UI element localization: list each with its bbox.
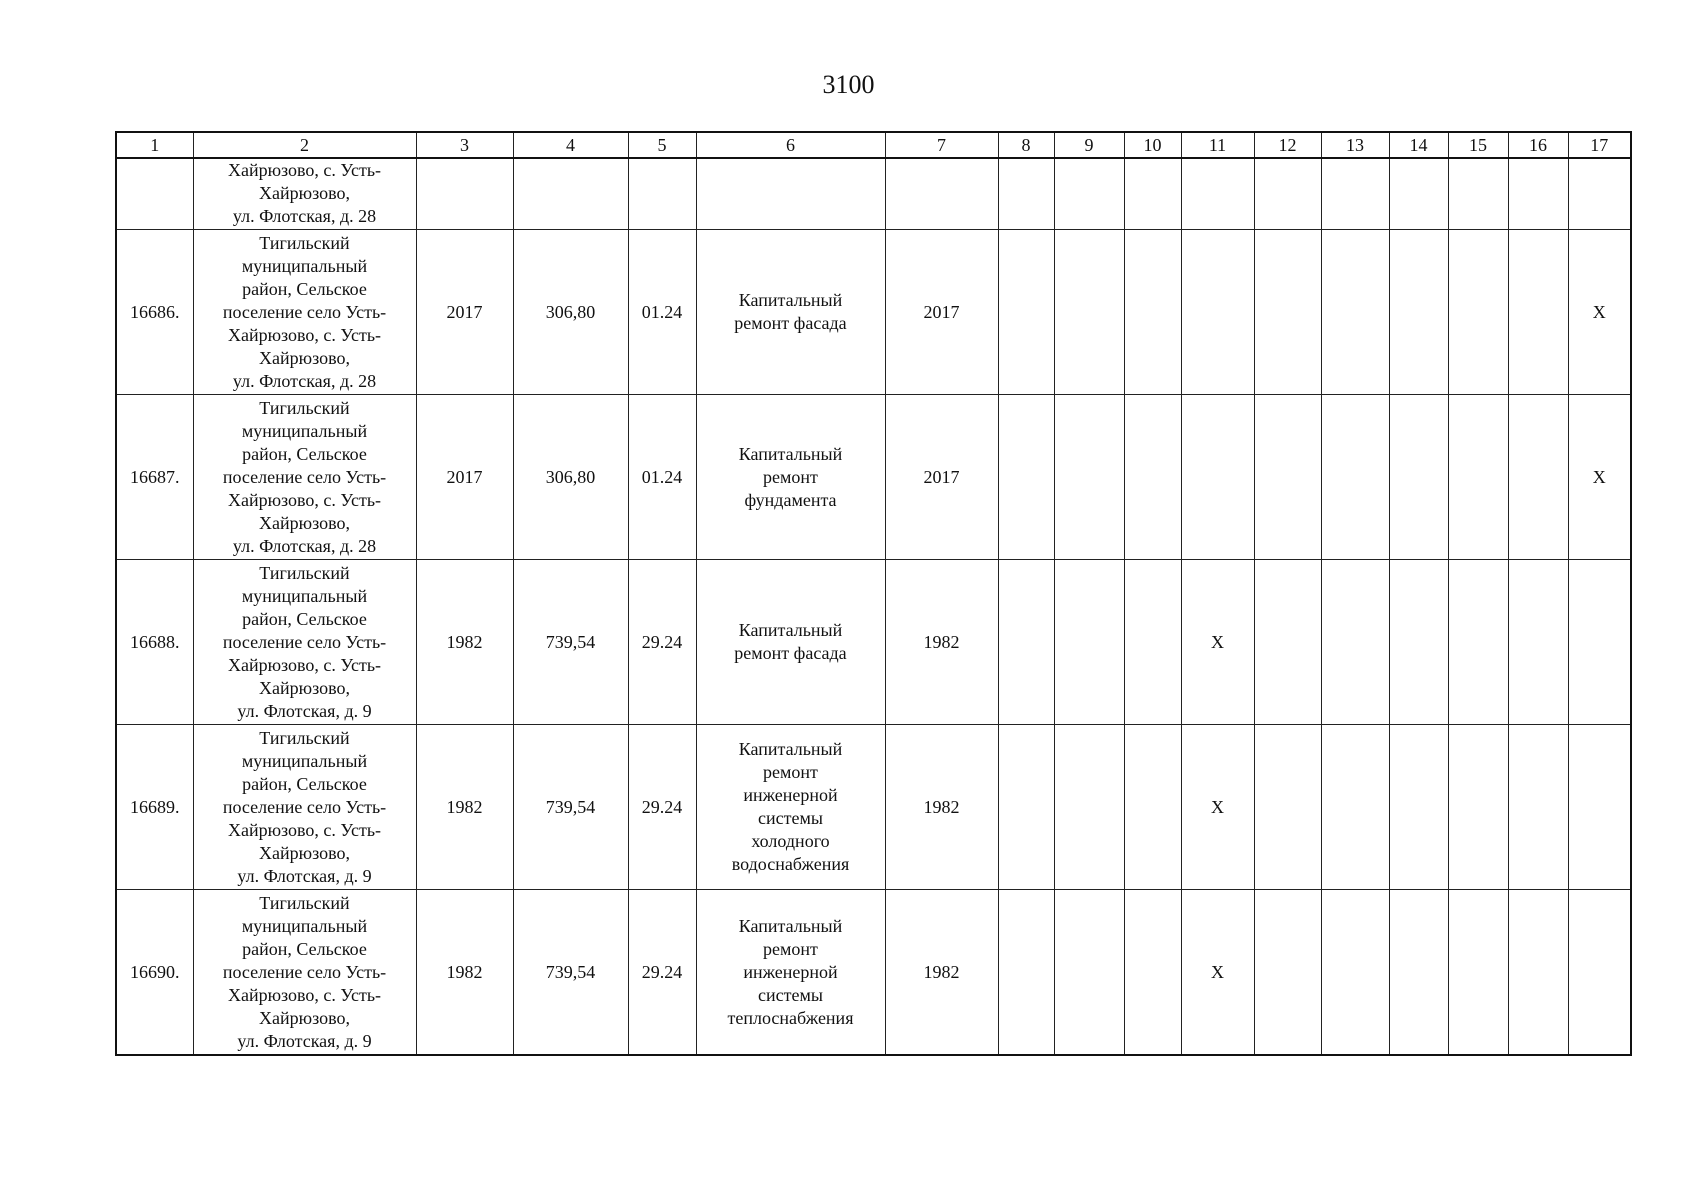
table-row-continuation <box>116 158 1631 230</box>
column-header: 11 <box>1181 132 1254 158</box>
cell-c11 <box>1181 158 1254 230</box>
cell-num: 16687. <box>116 395 193 560</box>
column-header: 12 <box>1254 132 1321 158</box>
cell-c14 <box>1389 230 1448 395</box>
cell-c15 <box>1448 725 1508 890</box>
cell-c14 <box>1389 890 1448 1056</box>
cell-address: Тигильский муниципальный район, Сельское поселение село Усть- Хайрюзово, с. Усть- Хайрюзово, ул. Флотская, д. 9 <box>193 725 416 890</box>
cell-num: 16686. <box>116 230 193 395</box>
cell-work: Капитальный ремонт фасада <box>696 230 885 395</box>
cell-c14 <box>1389 158 1448 230</box>
column-header: 2 <box>193 132 416 158</box>
repair-schedule-table <box>115 131 1632 1056</box>
cell-c8 <box>998 158 1054 230</box>
cell-area: 306,80 <box>513 395 628 560</box>
column-header: 8 <box>998 132 1054 158</box>
cell-area <box>513 158 628 230</box>
cell-c11: Х <box>1181 560 1254 725</box>
cell-num: 16689. <box>116 725 193 890</box>
cell-c12 <box>1254 230 1321 395</box>
cell-year: 2017 <box>416 395 513 560</box>
cell-c9 <box>1054 725 1124 890</box>
cell-c14 <box>1389 725 1448 890</box>
cell-c9 <box>1054 560 1124 725</box>
cell-c11 <box>1181 395 1254 560</box>
table-row <box>116 395 1631 560</box>
cell-c13 <box>1321 560 1389 725</box>
cell-work: Капитальный ремонт фасада <box>696 560 885 725</box>
cell-work: Капитальный ремонт инженерной системы теплоснабжения <box>696 890 885 1056</box>
cell-work: Капитальный ремонт фундамента <box>696 395 885 560</box>
cell-c10 <box>1124 890 1181 1056</box>
cell-c15 <box>1448 560 1508 725</box>
cell-c16 <box>1508 230 1568 395</box>
column-header: 14 <box>1389 132 1448 158</box>
cell-c9 <box>1054 395 1124 560</box>
cell-area: 739,54 <box>513 725 628 890</box>
cell-code: 29.24 <box>628 725 696 890</box>
cell-c14 <box>1389 560 1448 725</box>
cell-c16 <box>1508 725 1568 890</box>
cell-c15 <box>1448 890 1508 1056</box>
cell-c17 <box>1568 560 1631 725</box>
cell-c13 <box>1321 230 1389 395</box>
cell-code: 29.24 <box>628 890 696 1056</box>
cell-code <box>628 158 696 230</box>
table-row <box>116 560 1631 725</box>
cell-c8 <box>998 890 1054 1056</box>
cell-work <box>696 158 885 230</box>
column-header: 3 <box>416 132 513 158</box>
column-header: 15 <box>1448 132 1508 158</box>
cell-c17 <box>1568 725 1631 890</box>
cell-year2: 1982 <box>885 560 998 725</box>
column-header: 16 <box>1508 132 1568 158</box>
cell-c13 <box>1321 725 1389 890</box>
cell-c9 <box>1054 158 1124 230</box>
column-header: 1 <box>116 132 193 158</box>
cell-year2: 1982 <box>885 725 998 890</box>
column-header: 7 <box>885 132 998 158</box>
cell-area: 739,54 <box>513 560 628 725</box>
cell-c12 <box>1254 395 1321 560</box>
cell-c14 <box>1389 395 1448 560</box>
cell-c9 <box>1054 890 1124 1056</box>
cell-c10 <box>1124 230 1181 395</box>
cell-c15 <box>1448 230 1508 395</box>
column-header: 6 <box>696 132 885 158</box>
cell-c17: Х <box>1568 230 1631 395</box>
cell-code: 29.24 <box>628 560 696 725</box>
table-header-row <box>116 132 1631 158</box>
cell-c10 <box>1124 395 1181 560</box>
cell-c13 <box>1321 890 1389 1056</box>
cell-c12 <box>1254 158 1321 230</box>
page-number: 3100 <box>822 70 875 99</box>
cell-c8 <box>998 395 1054 560</box>
cell-num <box>116 158 193 230</box>
cell-c12 <box>1254 890 1321 1056</box>
column-header: 17 <box>1568 132 1631 158</box>
cell-num: 16690. <box>116 890 193 1056</box>
cell-c9 <box>1054 230 1124 395</box>
cell-code: 01.24 <box>628 230 696 395</box>
cell-address: Тигильский муниципальный район, Сельское поселение село Усть- Хайрюзово, с. Усть- Хайрюзово, ул. Флотская, д. 9 <box>193 890 416 1056</box>
cell-num: 16688. <box>116 560 193 725</box>
table-row <box>116 890 1631 1056</box>
cell-c13 <box>1321 395 1389 560</box>
column-header: 4 <box>513 132 628 158</box>
cell-year2: 2017 <box>885 395 998 560</box>
column-header: 13 <box>1321 132 1389 158</box>
column-header: 5 <box>628 132 696 158</box>
cell-c10 <box>1124 158 1181 230</box>
cell-c17 <box>1568 890 1631 1056</box>
cell-address: Тигильский муниципальный район, Сельское поселение село Усть- Хайрюзово, с. Усть- Хайрюзово, ул. Флотская, д. 28 <box>193 230 416 395</box>
cell-address: Тигильский муниципальный район, Сельское поселение село Усть- Хайрюзово, с. Усть- Хайрюзово, ул. Флотская, д. 28 <box>193 395 416 560</box>
cell-year2: 2017 <box>885 230 998 395</box>
cell-c15 <box>1448 395 1508 560</box>
cell-address: Тигильский муниципальный район, Сельское поселение село Усть- Хайрюзово, с. Усть- Хайрюзово, ул. Флотская, д. 9 <box>193 560 416 725</box>
column-header: 9 <box>1054 132 1124 158</box>
cell-c11: Х <box>1181 890 1254 1056</box>
cell-c16 <box>1508 158 1568 230</box>
cell-c8 <box>998 230 1054 395</box>
cell-c11: Х <box>1181 725 1254 890</box>
cell-c8 <box>998 560 1054 725</box>
cell-year: 2017 <box>416 230 513 395</box>
cell-address: Хайрюзово, с. Усть- Хайрюзово, ул. Флотская, д. 28 <box>193 158 416 230</box>
column-header: 10 <box>1124 132 1181 158</box>
cell-c10 <box>1124 725 1181 890</box>
cell-c17: Х <box>1568 395 1631 560</box>
cell-year2: 1982 <box>885 890 998 1056</box>
cell-code: 01.24 <box>628 395 696 560</box>
cell-c12 <box>1254 725 1321 890</box>
cell-year2 <box>885 158 998 230</box>
cell-c16 <box>1508 395 1568 560</box>
cell-c13 <box>1321 158 1389 230</box>
cell-c15 <box>1448 158 1508 230</box>
cell-c16 <box>1508 890 1568 1056</box>
table-row <box>116 725 1631 890</box>
cell-c16 <box>1508 560 1568 725</box>
cell-area: 306,80 <box>513 230 628 395</box>
cell-c10 <box>1124 560 1181 725</box>
table-row <box>116 230 1631 395</box>
cell-year: 1982 <box>416 725 513 890</box>
cell-c17 <box>1568 158 1631 230</box>
cell-c8 <box>998 725 1054 890</box>
cell-area: 739,54 <box>513 890 628 1056</box>
cell-year: 1982 <box>416 560 513 725</box>
cell-year: 1982 <box>416 890 513 1056</box>
cell-c12 <box>1254 560 1321 725</box>
cell-work: Капитальный ремонт инженерной системы холодного водоснабжения <box>696 725 885 890</box>
cell-c11 <box>1181 230 1254 395</box>
cell-year <box>416 158 513 230</box>
